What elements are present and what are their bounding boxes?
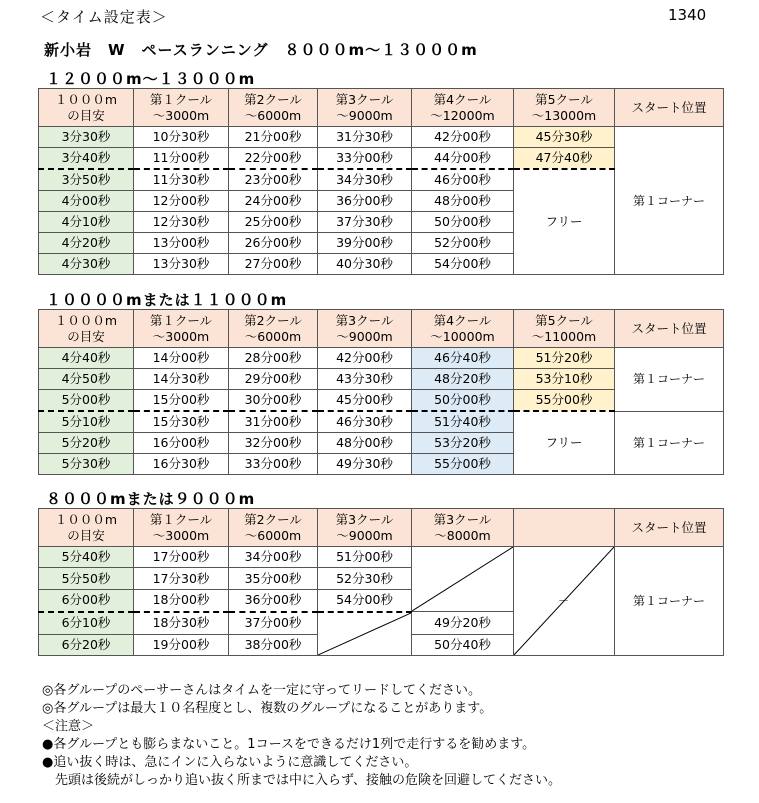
time-cell: 53分20秒 <box>412 433 514 454</box>
note-2: ◎各グループは最大１０名程度とし、複数のグループになることがあります。 <box>42 701 493 716</box>
time-cell: 37分30秒 <box>318 212 412 233</box>
pace-cell: 4分30秒 <box>39 254 134 275</box>
diagonal-cell <box>318 612 412 656</box>
pace-cell: 4分20秒 <box>39 233 134 254</box>
table-row <box>39 348 724 369</box>
diagonal-cell-large <box>514 547 615 656</box>
time-cell: 14分00秒 <box>134 348 229 369</box>
col-header-empty <box>514 509 615 547</box>
time-cell: 44分00秒 <box>412 148 514 170</box>
time-cell: 45分00秒 <box>318 390 412 412</box>
start-position: 第１コーナー <box>615 547 724 656</box>
time-cell: 19分00秒 <box>134 634 229 656</box>
col-header-start: スタート位置 <box>615 509 724 547</box>
time-cell: 32分00秒 <box>229 433 318 454</box>
col-header-cool4: 第4クール ～10000m <box>412 310 514 348</box>
col-header-cool5: 第5クール ～11000m <box>514 310 615 348</box>
note-5: 先頭は後続がしっかり追い抜く所までは中に入らず、接触の危険を回避してください。 <box>42 773 561 788</box>
col-header-start: スタート位置 <box>615 310 724 348</box>
start-position: 第１コーナー <box>615 348 724 412</box>
time-cell: 54分00秒 <box>412 254 514 275</box>
time-cell: 42分00秒 <box>318 348 412 369</box>
note-4: ●追い抜く時は、急にインに入らないように意識してください。 <box>42 755 418 770</box>
time-cell: 49分30秒 <box>318 454 412 475</box>
pace-cell: 5分10秒 <box>39 411 134 433</box>
time-cell: 43分30秒 <box>318 369 412 390</box>
pace-cell: 4分00秒 <box>39 191 134 212</box>
time-cell: 52分30秒 <box>318 568 412 589</box>
time-cell: 28分00秒 <box>229 348 318 369</box>
col-header-cool3: 第3クール ～9000m <box>318 509 412 547</box>
time-cell: 51分20秒 <box>514 348 615 369</box>
time-cell: 11分30秒 <box>134 169 229 191</box>
pace-cell: 3分50秒 <box>39 169 134 191</box>
time-cell: 27分00秒 <box>229 254 318 275</box>
time-cell: 48分00秒 <box>318 433 412 454</box>
col-header-cool4: 第4クール ～12000m <box>412 89 514 127</box>
time-cell: 17分30秒 <box>134 568 229 589</box>
col-header-pace: １０００m の目安 <box>39 89 134 127</box>
start-position: 第１コーナー <box>615 127 724 275</box>
pace-cell: 5分50秒 <box>39 568 134 589</box>
time-cell: 12分00秒 <box>134 191 229 212</box>
time-cell: 34分00秒 <box>229 547 318 568</box>
time-cell: 50分40秒 <box>412 634 514 656</box>
time-cell: 55分00秒 <box>412 454 514 475</box>
time-cell: 34分30秒 <box>318 169 412 191</box>
time-cell: 37分00秒 <box>229 612 318 635</box>
section-title-8000: ８０００mまたは９０００m <box>46 490 256 508</box>
time-cell: 33分00秒 <box>318 148 412 170</box>
section-title-12000: １２０００m～１３０００m <box>46 70 256 88</box>
time-cell: 29分00秒 <box>229 369 318 390</box>
time-cell: 45分30秒 <box>514 127 615 148</box>
time-cell: 51分40秒 <box>412 411 514 433</box>
col-header-cool1: 第１クール ～3000m <box>134 509 229 547</box>
col-header-cool3: 第3クール ～9000m <box>318 310 412 348</box>
pace-cell: 6分20秒 <box>39 634 134 656</box>
col-header-cool2: 第2クール ～6000m <box>229 310 318 348</box>
time-cell: 21分00秒 <box>229 127 318 148</box>
time-cell: 46分40秒 <box>412 348 514 369</box>
table-row <box>39 411 724 433</box>
section-title-10000: １００００mまたは１１０００m <box>46 291 288 309</box>
time-cell: 47分40秒 <box>514 148 615 170</box>
note-caution-heading: ＜注意＞ <box>42 719 95 734</box>
time-cell: 49分20秒 <box>412 612 514 635</box>
pace-cell: 5分40秒 <box>39 547 134 568</box>
time-cell: 13分30秒 <box>134 254 229 275</box>
diagonal-cell <box>412 547 514 612</box>
pace-cell: 4分40秒 <box>39 348 134 369</box>
free-cell: フリー <box>514 411 615 475</box>
time-cell: 42分00秒 <box>412 127 514 148</box>
dash-mark: － <box>558 594 569 607</box>
time-cell: 12分30秒 <box>134 212 229 233</box>
pace-cell: 3分30秒 <box>39 127 134 148</box>
time-cell: 36分00秒 <box>229 589 318 611</box>
pace-cell: 5分30秒 <box>39 454 134 475</box>
pace-cell: 5分00秒 <box>39 390 134 412</box>
time-cell: 54分00秒 <box>318 589 412 611</box>
table-row <box>39 547 724 568</box>
time-cell: 16分30秒 <box>134 454 229 475</box>
col-header-cool3b: 第3クール ～8000m <box>412 509 514 547</box>
page-subtitle: 新小岩 W ペースランニング ８０００m～１３０００m <box>44 41 478 59</box>
pace-cell: 4分50秒 <box>39 369 134 390</box>
time-cell: 23分00秒 <box>229 169 318 191</box>
time-cell: 30分00秒 <box>229 390 318 412</box>
col-header-cool1: 第１クール ～3000m <box>134 310 229 348</box>
time-cell: 48分20秒 <box>412 369 514 390</box>
pace-cell: 6分00秒 <box>39 589 134 611</box>
page-code: 1340 <box>668 6 707 24</box>
free-cell: フリー <box>514 169 615 275</box>
time-cell: 48分00秒 <box>412 191 514 212</box>
col-header-cool2: 第2クール ～6000m <box>229 89 318 127</box>
start-position: 第１コーナー <box>615 411 724 475</box>
time-cell: 25分00秒 <box>229 212 318 233</box>
time-cell: 31分30秒 <box>318 127 412 148</box>
time-cell: 10分30秒 <box>134 127 229 148</box>
time-cell: 38分00秒 <box>229 634 318 656</box>
pace-cell: 5分20秒 <box>39 433 134 454</box>
col-header-pace: １０００m の目安 <box>39 509 134 547</box>
table-row <box>39 127 724 148</box>
time-cell: 18分00秒 <box>134 589 229 611</box>
time-cell: 15分00秒 <box>134 390 229 412</box>
time-table-8000 <box>38 508 724 656</box>
time-cell: 35分00秒 <box>229 568 318 589</box>
time-cell: 11分00秒 <box>134 148 229 170</box>
pace-cell: 4分10秒 <box>39 212 134 233</box>
col-header-start: スタート位置 <box>615 89 724 127</box>
time-cell: 18分30秒 <box>134 612 229 635</box>
time-cell: 50分00秒 <box>412 212 514 233</box>
col-header-cool3: 第3クール ～9000m <box>318 89 412 127</box>
time-cell: 24分00秒 <box>229 191 318 212</box>
time-cell: 36分00秒 <box>318 191 412 212</box>
time-cell: 55分00秒 <box>514 390 615 412</box>
time-cell: 31分00秒 <box>229 411 318 433</box>
col-header-pace: １０００m の目安 <box>39 310 134 348</box>
time-cell: 40分30秒 <box>318 254 412 275</box>
time-cell: 22分00秒 <box>229 148 318 170</box>
time-cell: 51分00秒 <box>318 547 412 568</box>
time-cell: 33分00秒 <box>229 454 318 475</box>
time-cell: 39分00秒 <box>318 233 412 254</box>
col-header-cool2: 第2クール ～6000m <box>229 509 318 547</box>
time-table-12000 <box>38 88 724 275</box>
time-cell: 52分00秒 <box>412 233 514 254</box>
note-3: ●各グループとも膨らまないこと。1コースをできるだけ1列で走行するを勧めます。 <box>42 737 536 752</box>
col-header-cool1: 第１クール ～3000m <box>134 89 229 127</box>
time-cell: 53分10秒 <box>514 369 615 390</box>
time-cell: 16分00秒 <box>134 433 229 454</box>
time-cell: 46分30秒 <box>318 411 412 433</box>
time-cell: 17分00秒 <box>134 547 229 568</box>
time-cell: 15分30秒 <box>134 411 229 433</box>
time-table-10000 <box>38 309 724 475</box>
note-1: ◎各グループのペーサーさんはタイムを一定に守ってリードしてください。 <box>42 683 482 698</box>
diagonal-line <box>412 547 513 611</box>
pace-cell: 3分40秒 <box>39 148 134 170</box>
time-cell: 26分00秒 <box>229 233 318 254</box>
col-header-cool5: 第5クール ～13000m <box>514 89 615 127</box>
diagonal-line <box>318 613 411 655</box>
page-title: ＜タイム設定表＞ <box>40 8 168 26</box>
time-cell: 46分00秒 <box>412 169 514 191</box>
time-cell: 50分00秒 <box>412 390 514 412</box>
pace-cell: 6分10秒 <box>39 612 134 635</box>
time-cell: 13分00秒 <box>134 233 229 254</box>
time-cell: 14分30秒 <box>134 369 229 390</box>
